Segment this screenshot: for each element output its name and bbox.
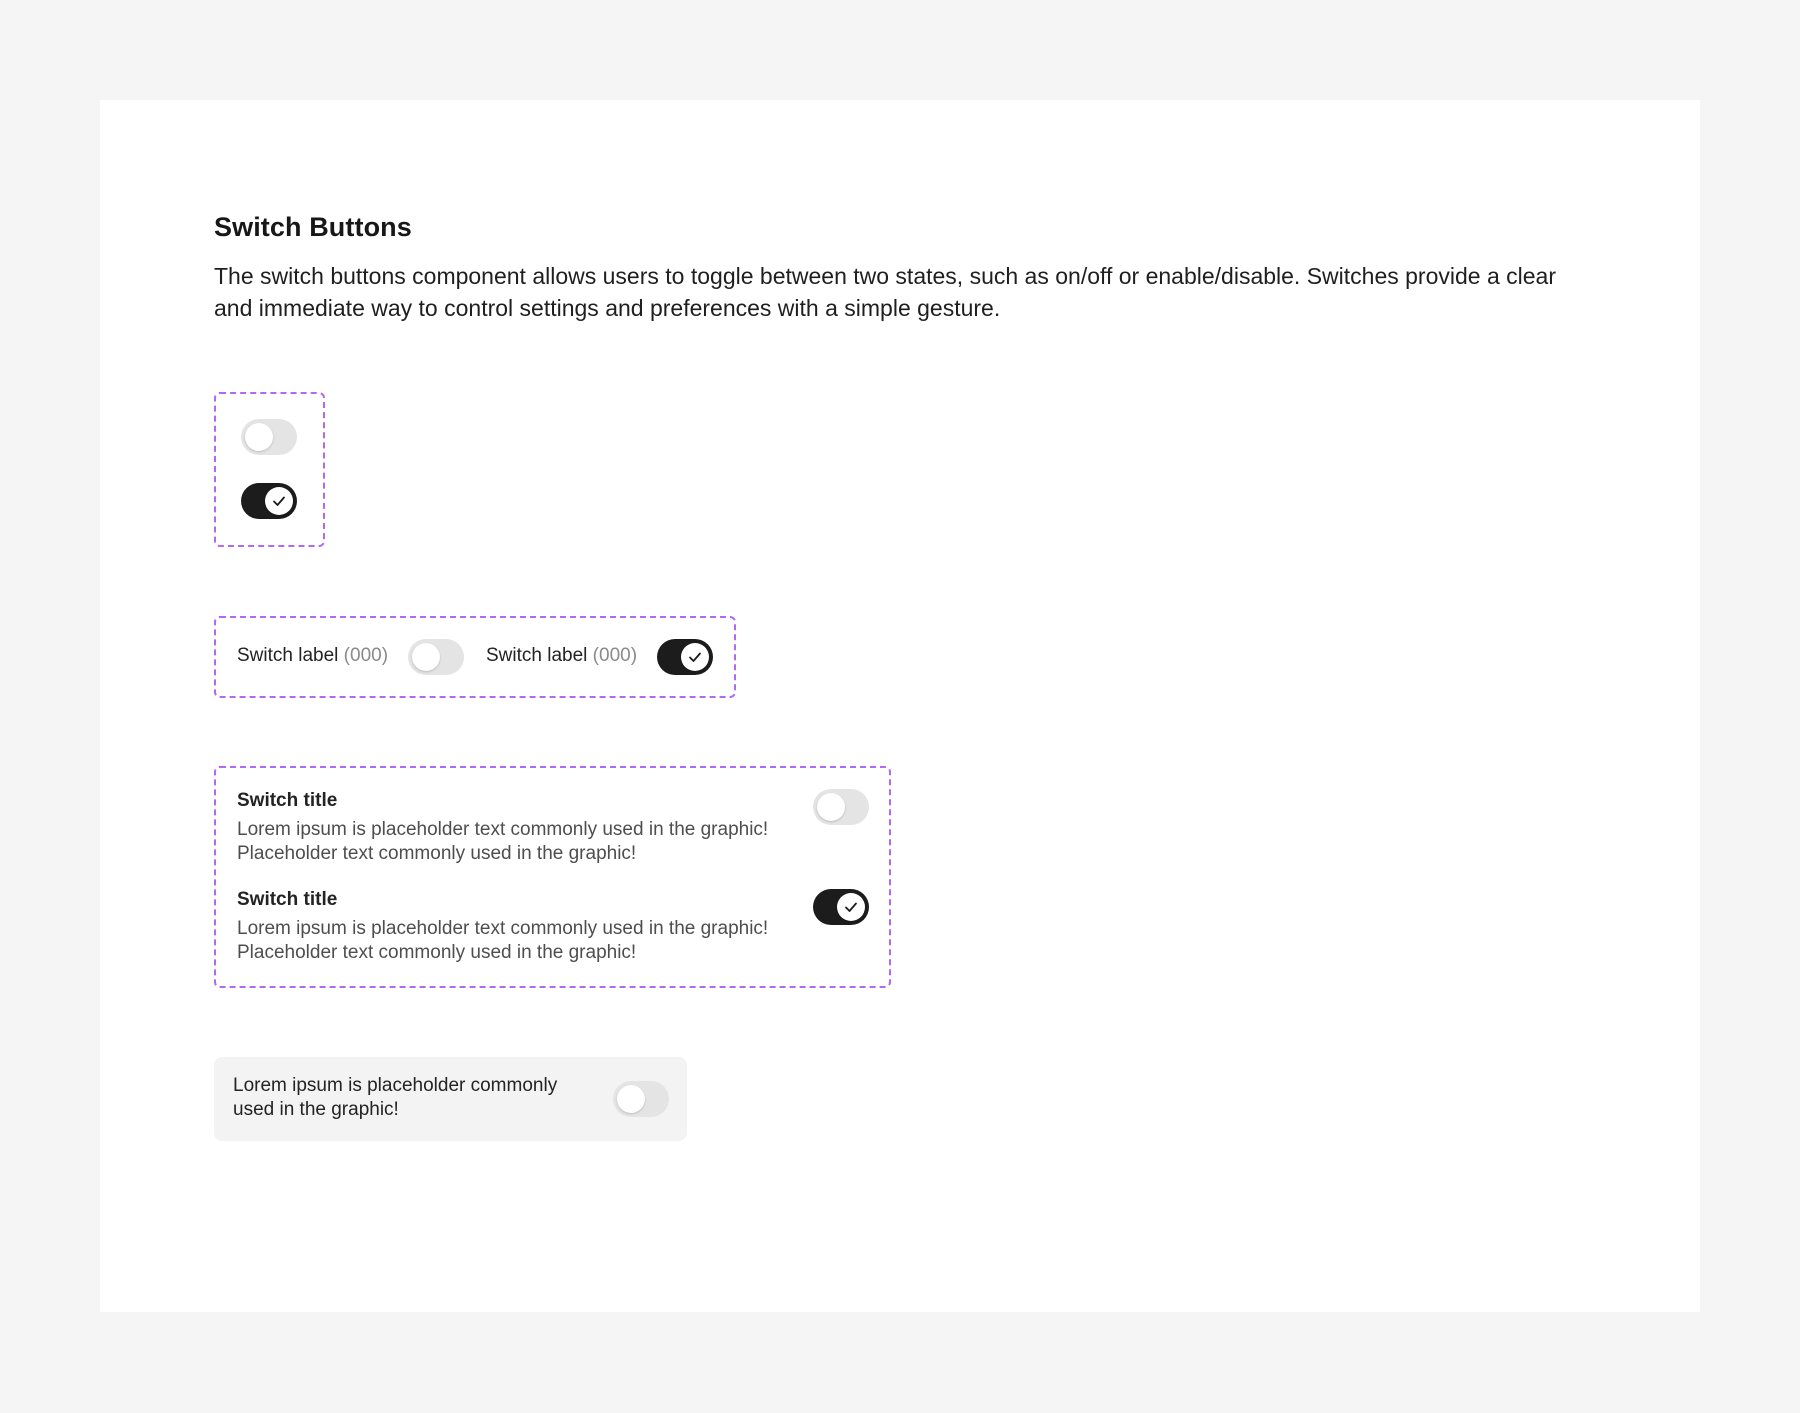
switch-description-1 [237,818,797,866]
labeled-switch-off[interactable] [408,639,464,675]
check-icon [271,493,287,509]
page-description: The switch buttons component allows users to toggle between two states, such as on/off or enable/disable. Switches provide a clear and immediate way to control settings and preferences with a simple gesture. [214,263,1556,321]
switch-label-2 [486,645,637,667]
basic-switch-group [214,392,325,547]
switch-label-text: Switch label [486,645,588,666]
switch-description-2 [237,917,797,965]
check-icon [687,649,703,665]
switch-knob [681,643,709,671]
card-switch [214,1057,687,1141]
page-title: Switch Buttons [214,212,412,242]
labeled-switch-on[interactable] [657,639,713,675]
card-switch-line: used in the graphic! [233,1099,399,1120]
titled-switch-on[interactable] [813,889,869,925]
titled-switch-off[interactable] [813,789,869,825]
switch-title-2: Switch title [237,889,338,910]
switch-label-text: Switch label [237,645,339,666]
card-switch-toggle[interactable] [613,1081,669,1117]
card-switch-text [233,1074,593,1122]
switch-knob [617,1085,645,1113]
switch-label-count: (000) [592,645,638,666]
switch-knob [265,487,293,515]
switch-knob [245,423,273,451]
switch-knob [412,643,440,671]
switch-description-line: Lorem ipsum is placeholder text commonly used in the graphic! [237,819,769,840]
basic-switch-on[interactable] [241,483,297,519]
switch-description-line: Placeholder text commonly used in the graphic! [237,843,637,864]
basic-switch-off[interactable] [241,419,297,455]
switch-description-line: Placeholder text commonly used in the graphic! [237,942,637,963]
switch-title-1: Switch title [237,790,338,811]
check-icon [843,899,859,915]
switch-knob [837,893,865,921]
card-switch-line: Lorem ipsum is placeholder commonly [233,1075,558,1096]
switch-label-1 [237,645,388,667]
switch-knob [817,793,845,821]
switch-label-count: (000) [343,645,389,666]
switch-description-line: Lorem ipsum is placeholder text commonly used in the graphic! [237,918,769,939]
